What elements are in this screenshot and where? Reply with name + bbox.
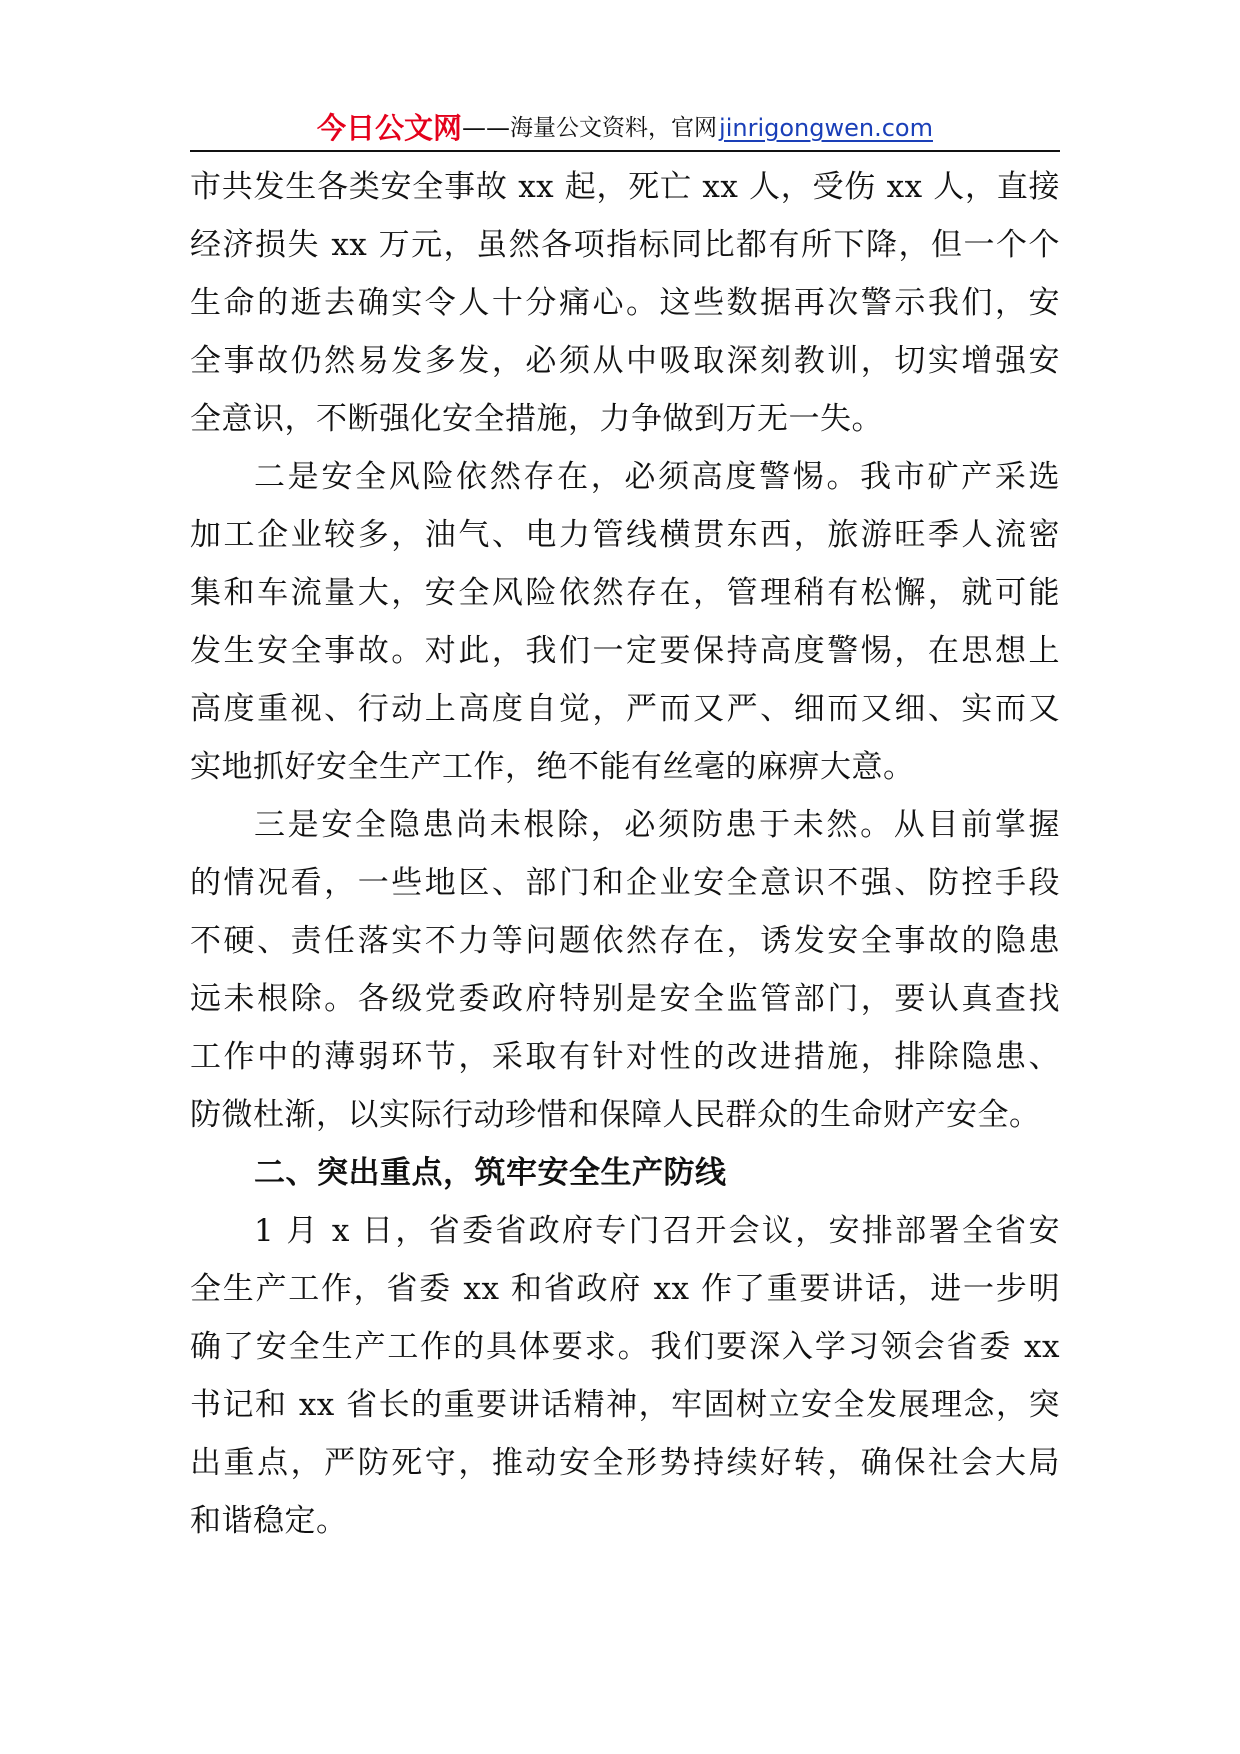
site-brand: 今日公文网	[317, 111, 463, 145]
text-line: 发生安全事故。对此，我们一定要保持高度警惕，在思想上	[190, 633, 1060, 669]
text-line: 生命的逝去确实令人十分痛心。这些数据再次警示我们，安	[190, 285, 1060, 321]
text-line: 市共发生各类安全事故 xx 起，死亡 xx 人，受伤 xx 人，直接	[190, 169, 1060, 205]
text-line: 出重点，严防死守，推动安全形势持续好转，确保社会大局	[190, 1445, 1060, 1481]
text-line: 1 月 x 日，省委省政府专门召开会议，安排部署全省安	[254, 1213, 1060, 1249]
text-line: 集和车流量大，安全风险依然存在，管理稍有松懈，就可能	[190, 575, 1060, 611]
text-line: 和谐稳定。	[190, 1503, 348, 1539]
text-line: 高度重视、行动上高度自觉，严而又严、细而又细、实而又	[190, 691, 1060, 727]
text-line: 的情况看，一些地区、部门和企业安全意识不强、防控手段	[190, 865, 1060, 901]
text-line: 全意识，不断强化安全措施，力争做到万无一失。	[190, 401, 883, 437]
header-divider	[190, 150, 1060, 152]
text-line: 实地抓好安全生产工作，绝不能有丝毫的麻痹大意。	[190, 749, 915, 785]
text-line: 二是安全风险依然存在，必须高度警惕。我市矿产采选	[254, 459, 1060, 495]
text-line: 加工企业较多，油气、电力管线横贯东西，旅游旺季人流密	[190, 517, 1060, 553]
text-line: 全事故仍然易发多发，必须从中吸取深刻教训，切实增强安	[190, 343, 1060, 379]
page-header	[190, 104, 1060, 148]
site-link[interactable]: jinrigongwen.com	[719, 114, 933, 142]
text-line: 确了安全生产工作的具体要求。我们要深入学习领会省委 xx	[190, 1329, 1060, 1365]
text-line: 远未根除。各级党委政府特别是安全监管部门，要认真查找	[190, 981, 1060, 1017]
header-separator: ——	[462, 114, 511, 142]
section-heading: 二、突出重点，筑牢安全生产防线	[254, 1155, 727, 1191]
header-tagline: 海量公文资料，官网	[510, 115, 718, 141]
text-line: 工作中的薄弱环节，采取有针对性的改进措施，排除隐患、	[190, 1039, 1060, 1075]
text-line: 不硬、责任落实不力等问题依然存在，诱发安全事故的隐患	[190, 923, 1060, 959]
text-line: 三是安全隐患尚未根除，必须防患于未然。从目前掌握	[254, 807, 1060, 843]
text-line: 防微杜渐，以实际行动珍惜和保障人民群众的生命财产安全。	[190, 1097, 1041, 1133]
document-body	[190, 158, 1060, 1550]
text-line: 书记和 xx 省长的重要讲话精神，牢固树立安全发展理念，突	[190, 1387, 1060, 1423]
text-line: 全生产工作，省委 xx 和省政府 xx 作了重要讲话，进一步明	[190, 1271, 1060, 1307]
text-line: 经济损失 xx 万元，虽然各项指标同比都有所下降，但一个个	[190, 227, 1060, 263]
